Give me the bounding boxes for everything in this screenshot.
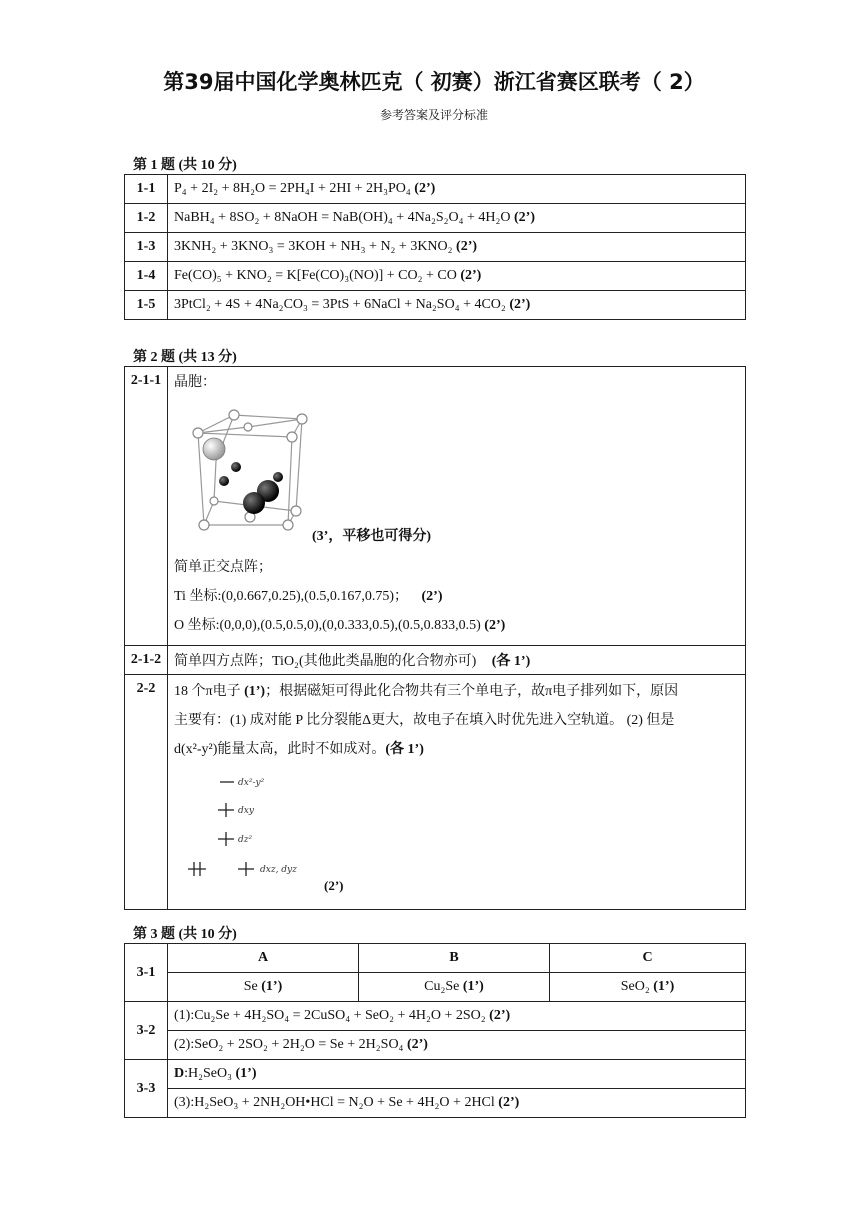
- answer-cell: [168, 175, 746, 204]
- o-coordinates: O 坐标:(0,0,0),(0.5,0.5,0),(0,0.333,0.5),(0.5,0.833,0.5): [174, 618, 481, 633]
- row-id: 2-2: [125, 675, 168, 910]
- row-id: 1-5: [125, 291, 168, 320]
- table-row: [125, 1089, 746, 1118]
- explanation-line-2: 主要有：(1) 成对能 P 比分裂能Δ更大，故电子在填入时优先进入空轨道。 (2) 但是: [174, 713, 675, 728]
- q3-heading: 第 3 题 (共 10 分): [133, 927, 237, 942]
- column-header: B: [359, 944, 550, 973]
- row-id: 3-2: [125, 1002, 168, 1060]
- q2-heading: 第 2 题 (共 13 分): [133, 350, 237, 365]
- column-header: C: [550, 944, 746, 973]
- table-row: [125, 175, 746, 204]
- row-id: 2-1-1: [125, 367, 168, 646]
- q1-heading: 第 1 题 (共 10 分): [133, 158, 237, 173]
- row-id: 3-3: [125, 1060, 168, 1118]
- cell-label: 晶胞：: [174, 375, 216, 390]
- orbital-label: dxz, dyz: [260, 865, 297, 875]
- table-row: [125, 1002, 746, 1031]
- answer-cell: [168, 675, 746, 910]
- answer-equation: P₄ + 2I₂ + 8H₂O = 2PH₄I + 2HI + 2H₃PO₄: [174, 181, 411, 196]
- lattice-type: 简单正交点阵；: [174, 560, 272, 575]
- orbital-label: dx²-y²: [238, 778, 265, 788]
- score: (2’): [484, 618, 506, 633]
- orbital-diagram: [174, 764, 739, 900]
- orbital-energy-diagram: [180, 766, 330, 896]
- answer-cell: [168, 367, 746, 646]
- column-header: A: [168, 944, 359, 973]
- row-id: 2-1-2: [125, 646, 168, 675]
- table-row: [125, 204, 746, 233]
- answer-cell: [168, 262, 746, 291]
- page-title: 第39届中国化学奥林匹克（ 初赛）浙江省赛区联考（ 2）: [163, 70, 705, 94]
- o-coordinates-line: [174, 611, 739, 640]
- orbital-label: dxy: [238, 806, 254, 816]
- row-id: 1-3: [125, 233, 168, 262]
- table-row: [125, 944, 746, 973]
- score: (2’): [514, 210, 536, 225]
- answer-equation: Fe(CO)₅ + KNO₂ = K[Fe(CO)₃(NO)] + CO₂ + CO: [174, 268, 457, 283]
- q1-table: [124, 174, 746, 320]
- table-row: [125, 646, 746, 675]
- answer-cell: (1):Cu₂Se + 4H₂SO₄ = 2CuSO₄ + SeO₂ + 4H₂O + 2SO₂ (2’): [168, 1002, 746, 1031]
- ti-coordinates-line: [174, 582, 739, 611]
- score: (2’): [456, 239, 478, 254]
- figure-score: (2’): [324, 878, 344, 893]
- score: (2’): [460, 268, 482, 283]
- answer-equation: 3PtCl₂ + 4S + 4Na₂CO₃ = 3PtS + 6NaCl + Na₂SO₄ + 4CO₂: [174, 297, 506, 312]
- row-id: 1-1: [125, 175, 168, 204]
- score: (2’): [421, 589, 443, 604]
- table-row: [125, 973, 746, 1002]
- table-row: [125, 1031, 746, 1060]
- table-row: [125, 1060, 746, 1089]
- score: (2’): [414, 181, 436, 196]
- table-row: [125, 233, 746, 262]
- answer-cell: SeO₂ (1’): [550, 973, 746, 1002]
- figure-score: (3’，平移也可得分): [312, 529, 431, 544]
- orbital-label: dz²: [238, 835, 253, 845]
- answer-cell: (3):H₂SeO₃ + 2NH₂OH•HCl = N₂O + Se + 4H₂O + 2HCl (2’): [168, 1089, 746, 1118]
- answer-cell: [168, 204, 746, 233]
- answer-text: 简单四方点阵；TiO₂(其他此类晶胞的化合物亦可): [174, 654, 477, 669]
- table-row: [125, 291, 746, 320]
- q2-table: [124, 366, 746, 910]
- table-row: [125, 367, 746, 646]
- answer-cell: [168, 233, 746, 262]
- ti-coordinates: Ti 坐标:(0,0.667,0.25),(0.5,0.167,0.75)；: [174, 589, 408, 604]
- score: (各 1’): [491, 654, 531, 669]
- unit-cell-figure: [174, 395, 739, 553]
- crystal-structure-diagram: [180, 403, 320, 533]
- answer-cell: D:H₂SeO₃ (1’): [168, 1060, 746, 1089]
- row-id: 1-4: [125, 262, 168, 291]
- explanation-line-1: 18 个π电子 (1’)；根据磁矩可得此化合物共有三个单电子，故π电子排列如下，原因: [174, 684, 679, 699]
- row-id: 1-2: [125, 204, 168, 233]
- score: (2’): [509, 297, 531, 312]
- answer-equation: 3KNH₂ + 3KNO₃ = 3KOH + NH₃ + N₂ + 3KNO₂: [174, 239, 453, 254]
- table-row: [125, 262, 746, 291]
- row-id: 3-1: [125, 944, 168, 1002]
- answer-cell: Se (1’): [168, 973, 359, 1002]
- table-row: [125, 675, 746, 910]
- q3-table: [124, 943, 746, 1118]
- answer-cell: [168, 291, 746, 320]
- answer-cell: Cu₂Se (1’): [359, 973, 550, 1002]
- answer-equation: NaBH₄ + 8SO₂ + 8NaOH = NaB(OH)₄ + 4Na₂S₂O₄ + 4H₂O: [174, 210, 511, 225]
- explanation-line-3: d(x²-y²)能量太高，此时不如成对。(各 1’): [174, 742, 424, 757]
- page-subtitle: 参考答案及评分标准: [379, 108, 488, 122]
- answer-cell: (2):SeO₂ + 2SO₂ + 2H₂O = Se + 2H₂SO₄ (2’): [168, 1031, 746, 1060]
- answer-cell: [168, 646, 746, 675]
